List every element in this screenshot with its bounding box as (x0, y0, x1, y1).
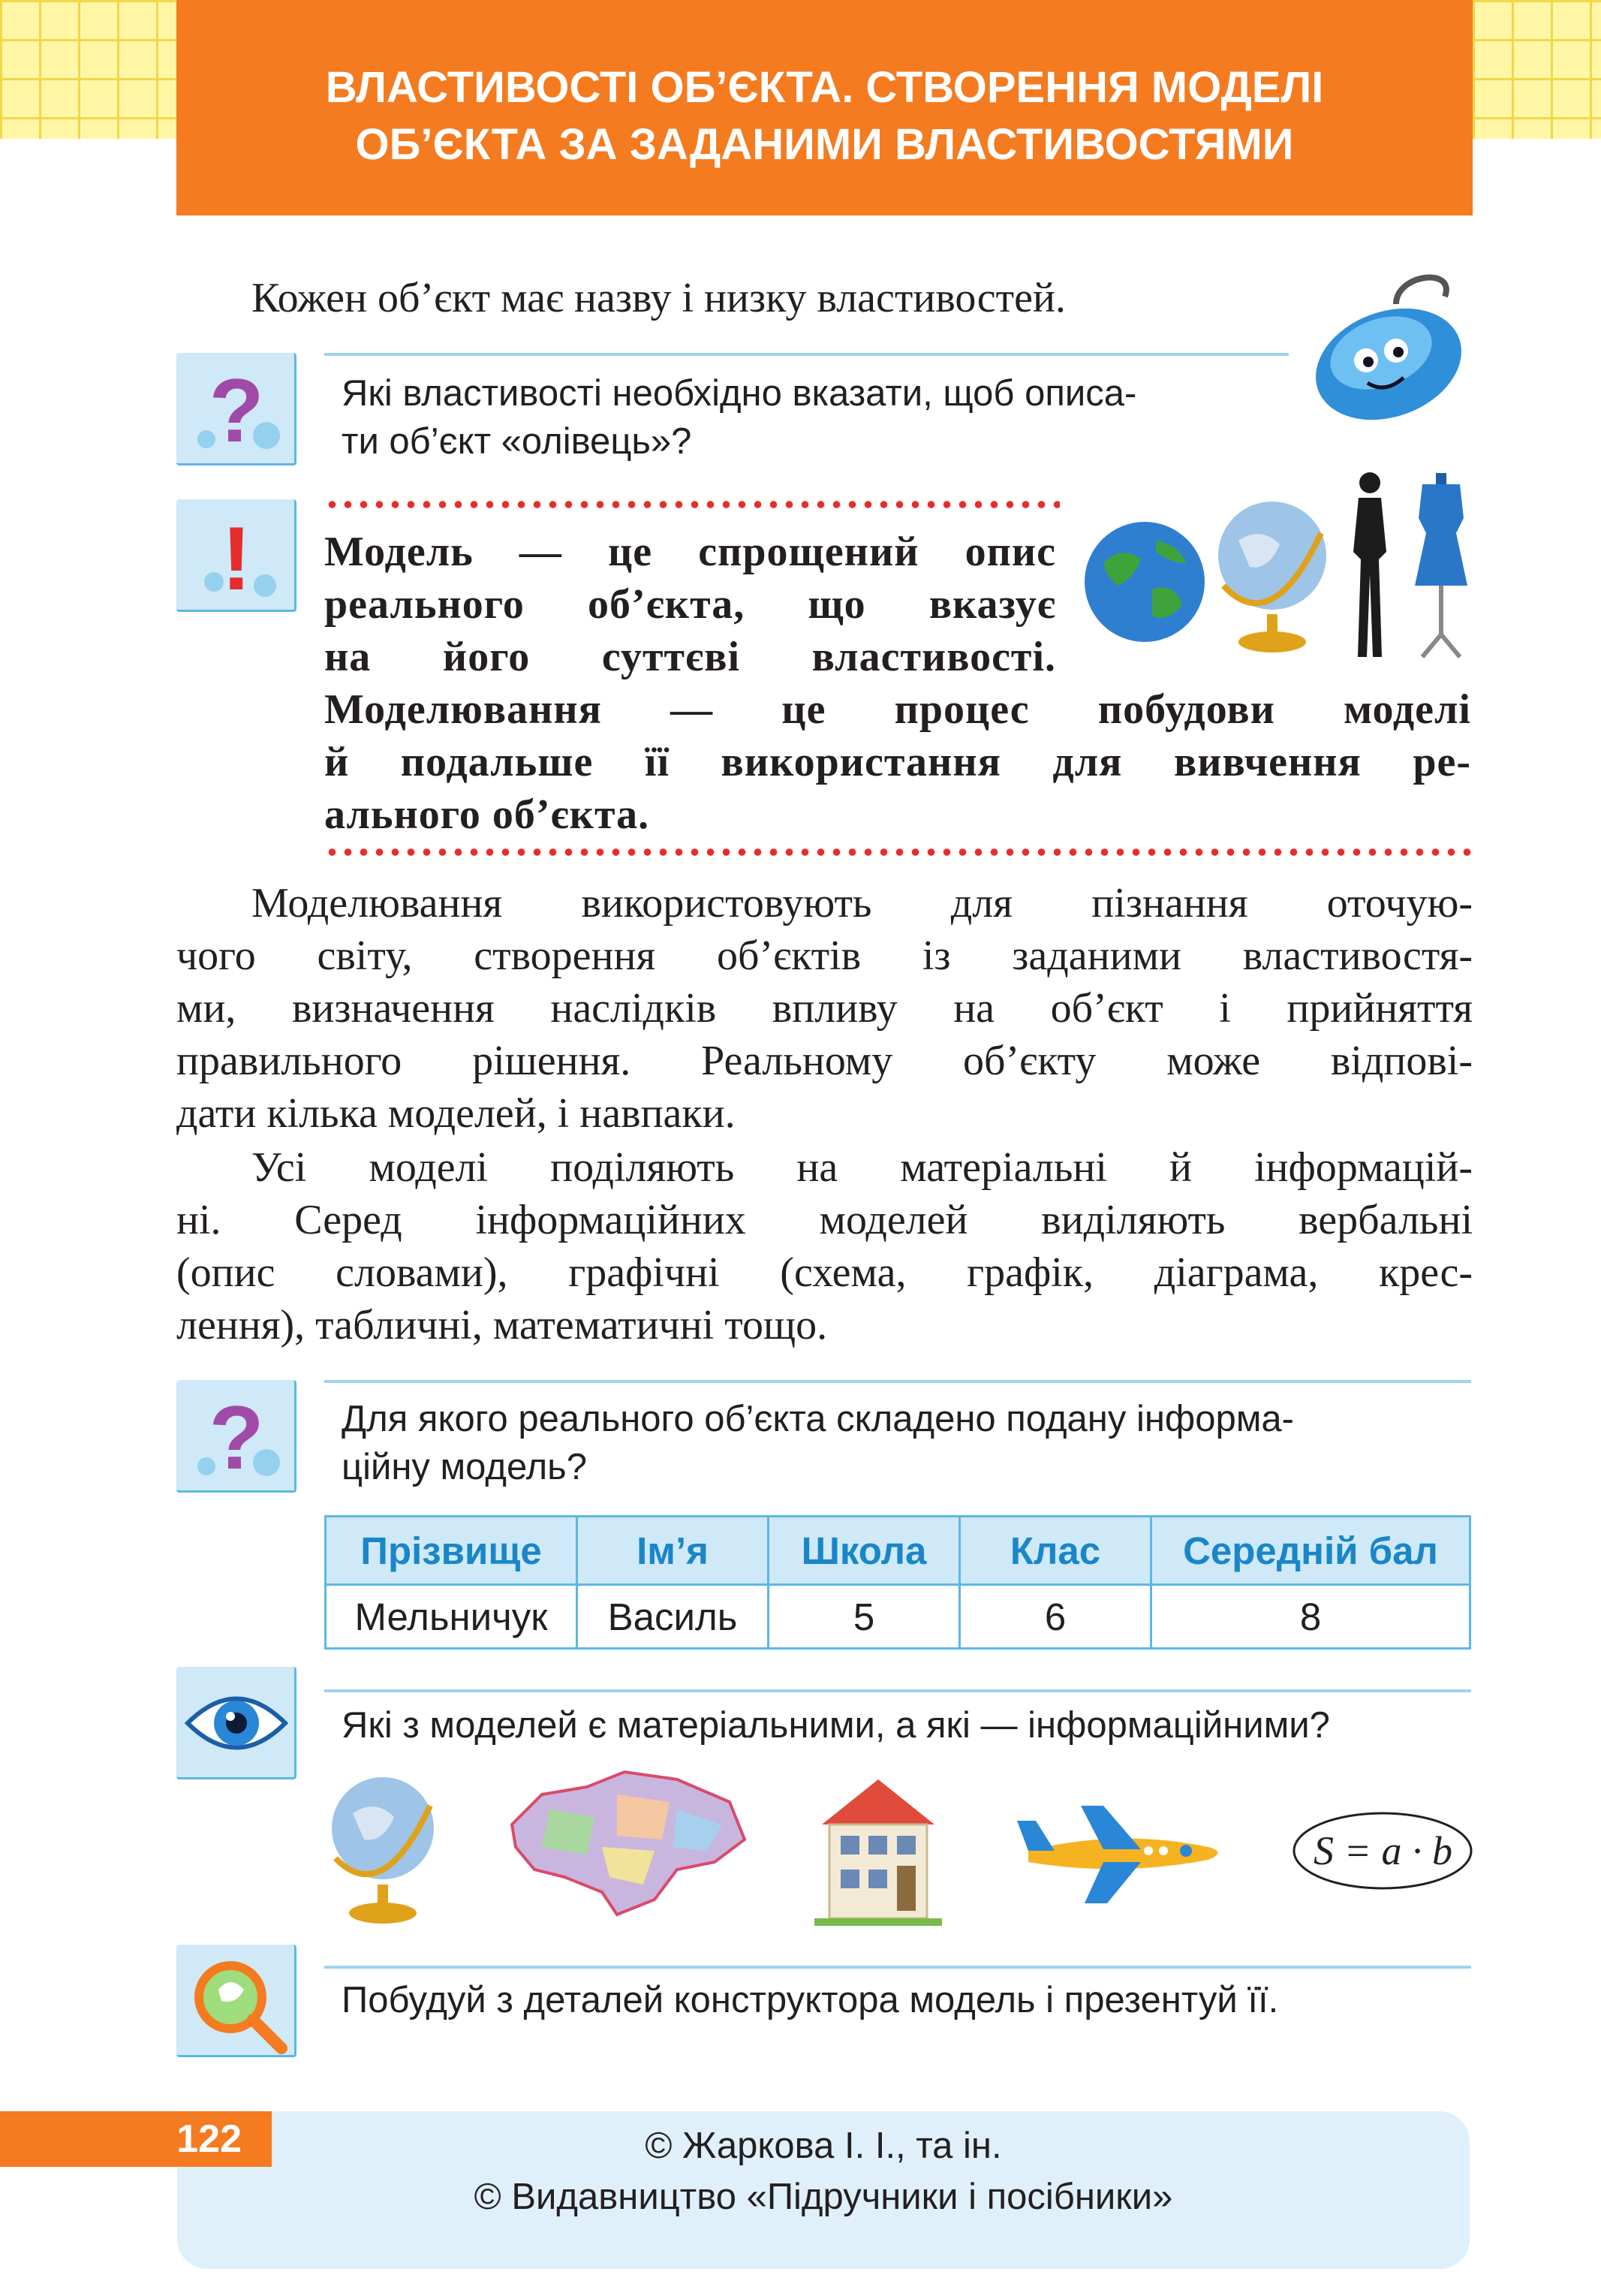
definition-dots-top (324, 501, 1060, 508)
exclamation-icon-box (176, 499, 296, 612)
question-1-text: Які властивості необхідно вказати, щоб описа- ти об’єкт «олівець»? (342, 373, 1137, 462)
svg-text:?: ? (209, 360, 264, 461)
task-icon-box (176, 1945, 296, 2057)
page-number: 122 (0, 2111, 272, 2167)
task-rule (324, 1966, 1471, 1969)
page-title-banner (176, 0, 1473, 215)
table-cell: Мельничук (326, 1585, 577, 1649)
ukraine-map-icon (504, 1764, 752, 1930)
definition-dots-bottom (324, 848, 1473, 856)
table-header-cell: Ім’я (577, 1517, 769, 1585)
svg-text:!: ! (221, 508, 251, 609)
table-header-row (326, 1517, 1470, 1585)
corner-grid-right (1473, 0, 1601, 139)
observe-rule (324, 1689, 1471, 1692)
eye-icon-box (176, 1667, 296, 1779)
table-cell: 8 (1151, 1585, 1470, 1649)
question-mark-icon (176, 353, 296, 466)
task-text: Побудуй з деталей конструктора модель і презентуй її. (342, 1980, 1279, 2020)
mouse-mascot-icon (1306, 259, 1479, 424)
question-icon-box-2 (176, 1380, 296, 1493)
intro-text: Кожен об’єкт має назву і низку властивостей. (251, 275, 1066, 321)
earth-globe-icon (1081, 518, 1208, 646)
question-1-rule (324, 353, 1289, 356)
dress-form-icon (1407, 473, 1475, 661)
question-icon-box-1 (176, 353, 296, 466)
question-2-text: Для якого реального об’єкта складено подану інформа- ційну модель? (342, 1399, 1294, 1487)
desk-globe-icon (1208, 488, 1336, 661)
observe-question-text: Які з моделей є матеріальними, а які — інформаційними? (342, 1705, 1330, 1746)
corner-grid-left (0, 0, 176, 139)
mannequin-figure-icon (1340, 469, 1400, 664)
body-paragraph-2: Усі моделі поділяють на матеріальні й інформацій- ні. Серед інформаційних моделей виділяють вербальні (опис словами), графічні (схема, графік, діаграма, крес- лення), табличні, математичні тощо. (176, 1144, 1473, 1348)
eye-icon (176, 1667, 296, 1779)
body-paragraph-1: Моделювання використовують для пізнання оточую- чого світу, створення об’єктів із заданими властивостя- ми, визначення наслідків впливу на об’єкт і прийняття правильного рішення. Реальному об’єкту може відпові- дати кілька моделей, і навпаки. (176, 880, 1473, 1137)
svg-text:?: ? (209, 1388, 264, 1488)
magnifier-icon (176, 1945, 296, 2057)
footer-copyright-publisher: © Видавництво «Підручники і посібники» (474, 2177, 1173, 2217)
exclamation-mark-icon (176, 499, 296, 612)
desk-globe-model-icon (319, 1764, 447, 1930)
table-cell: 5 (769, 1585, 960, 1649)
house-model-icon (807, 1772, 949, 1930)
table-header-cell: Школа (769, 1517, 960, 1585)
airplane-model-icon (1013, 1791, 1231, 1911)
page-title-line-2: ОБ’ЄКТА ЗА ЗАДАНИМИ ВЛАСТИВОСТЯМИ (355, 119, 1294, 169)
table-cell: 6 (960, 1585, 1151, 1649)
area-formula-text: S = a · b (1314, 1828, 1452, 1873)
table-header-cell: Прізвище (326, 1517, 577, 1585)
table-row (326, 1585, 1470, 1649)
table-header-cell: Клас (960, 1517, 1151, 1585)
question-mark-icon (176, 1380, 296, 1493)
table-cell: Василь (577, 1585, 769, 1649)
footer-copyright-authors: © Жаркова І. І., та ін. (645, 2126, 1002, 2166)
table-header-cell: Середній бал (1151, 1517, 1470, 1585)
definition-text: Модель — це спрощений опис реального об’єкта, що вказує на його суттєві властивості. Моделювання — це процес побудови моделі й подальше її використання для вивчення ре- ального об’єкта. (324, 529, 1471, 838)
page-title-line-1: ВЛАСТИВОСТІ ОБ’ЄКТА. СТВОРЕННЯ МОДЕЛІ (325, 62, 1324, 112)
info-model-table (324, 1515, 1471, 1650)
question-2-rule (324, 1380, 1471, 1383)
